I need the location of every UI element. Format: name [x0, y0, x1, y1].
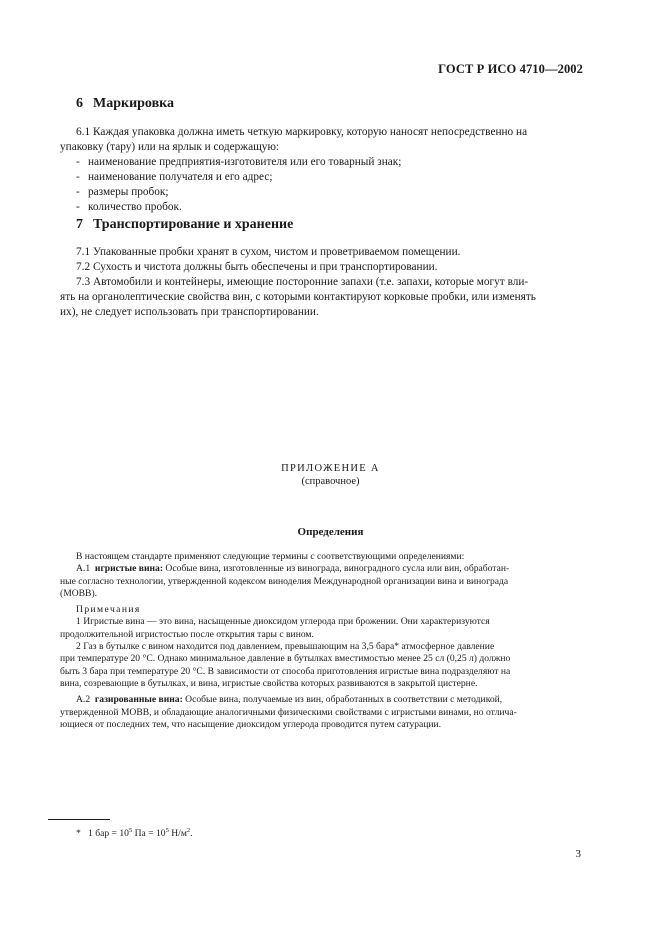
list-dash: - [76, 186, 80, 198]
paragraph-6-1-line-2: упаковку (тару) или на ярлык и содержащую: [60, 141, 280, 153]
list-item-text: размеры пробок; [88, 186, 169, 198]
list-item [76, 200, 182, 215]
appendix-subtitle: (справочное) [301, 476, 360, 487]
note-2-line-2: при температуре 20 °С. Однако минимальное давление в бутылках вместимостью менее 25 сл (0,25 л) должно [60, 653, 511, 665]
footnote-exponent: 5 [165, 827, 169, 834]
list-item [76, 155, 401, 170]
paragraph-7-3-line-2: ять на органолептические свойства вин, с которыми контактируют корковые пробки, или изменять [60, 291, 536, 303]
note-1-line-2: продолжительной игристостью после открытия тары с вином. [60, 628, 314, 640]
definitions-intro: В настоящем стандарте применяют следующие термины с соответствующими определениями: [76, 551, 465, 562]
note-2-line-3: быть 3 бара при температуре 20 °С. В зависимости от способа приготовления игристые вина подразделяют на [60, 665, 511, 677]
footnote-text: 1 бар = 10 [88, 828, 129, 840]
definitions-heading: Определения [297, 526, 364, 538]
definition-a2-term: газированные вина: [94, 694, 183, 706]
section-6-title: Маркировка [93, 96, 174, 111]
definition-a2-line-3: ющиеся от последних тем, что насыщение диоксидом углерода проводится путем сатурации. [60, 718, 442, 730]
notes-label: Примечания [76, 604, 141, 616]
footnote-exponent: 2 [186, 827, 191, 834]
section-7-number: 7 [76, 217, 83, 232]
note-2-line-1: 2 Газ в бутылке с вином находится под давлением, превышающим на 3,5 бара* атмосферное давление [76, 641, 495, 653]
footnote-text: Н/м [168, 828, 187, 840]
definition-a1-line-3: (МОВВ). [60, 587, 98, 599]
paragraph-7 [60, 245, 583, 320]
paragraph-7-2: 7.2 Сухость и чистота должны быть обеспечены и при транспортировании. [76, 261, 438, 273]
definition-a2-text: Особые вина, получаемые из вин, обработанных в соответствии с методикой, [182, 694, 503, 706]
footnote-mark: * [76, 828, 81, 840]
definition-a1-line-2: ные согласно технологии, утвержденной кодексом виноделия Международной организации вина и винограда [60, 575, 509, 587]
list-item [76, 170, 273, 185]
note-2-line-4: вина, созревающие в бутылках, и вина, игристые свойства которых развиваются в закрытой цистерне. [60, 677, 478, 689]
section-6-number: 6 [76, 96, 83, 111]
section-7-heading [76, 217, 293, 233]
appendix-title: ПРИЛОЖЕНИЕ А [281, 463, 380, 474]
section-6-heading [76, 96, 174, 112]
definition-a1-line-1 [60, 563, 583, 575]
list-dash: - [76, 171, 80, 183]
paragraph-6-1 [60, 125, 583, 155]
list-dash: - [76, 201, 80, 213]
list-item-text: наименование получателя и его адрес; [88, 171, 273, 183]
list-item [76, 185, 169, 200]
list-dash: - [76, 156, 80, 168]
note-1-line-1: 1 Игристые вина — это вина, насыщенные диоксидом углерода при брожении. Они характеризуются [76, 616, 490, 628]
paragraph-7-3-line-3: их), не следует использовать при транспортировании. [60, 306, 319, 318]
footnote-divider [48, 819, 110, 820]
appendix-body [60, 551, 583, 731]
definition-a2-line-2: утвержденной МОВВ, и обладающие аналогичными физическими свойствами с игристыми винами, но отлича- [60, 706, 517, 718]
definition-a2-number: А.2 [76, 694, 91, 706]
list-item-text: наименование предприятия-изготовителя или его товарный знак; [88, 156, 402, 168]
definition-a1-number: А.1 [76, 563, 91, 575]
standard-header: ГОСТ Р ИСО 4710—2002 [438, 62, 583, 76]
definition-a1-term: игристые вина: [94, 563, 164, 575]
section-7-title: Транспортирование и хранение [93, 217, 294, 232]
paragraph-7-1: 7.1 Упакованные пробки хранят в сухом, чистом и проветриваемом помещении. [76, 246, 461, 258]
footnote [76, 827, 193, 839]
list-item-text: количество пробок. [88, 201, 182, 213]
footnote-text: Па = 10 [132, 828, 166, 840]
definition-a2-line-1 [60, 694, 583, 706]
footnote-exponent: 5 [128, 827, 133, 834]
definition-a1-text: Особые вина, изготовленные из винограда, виноградного сусла или вин, обработан- [163, 563, 510, 575]
paragraph-6-1-line-1: 6.1 Каждая упаковка должна иметь четкую маркировку, которую наносят непосредственно на [76, 126, 528, 138]
paragraph-7-3-line-1: 7.3 Автомобили и контейнеры, имеющие посторонние запахи (т.е. запахи, которые могут вли- [76, 276, 529, 288]
footnote-text: . [190, 828, 193, 840]
page-number: 3 [575, 848, 581, 860]
